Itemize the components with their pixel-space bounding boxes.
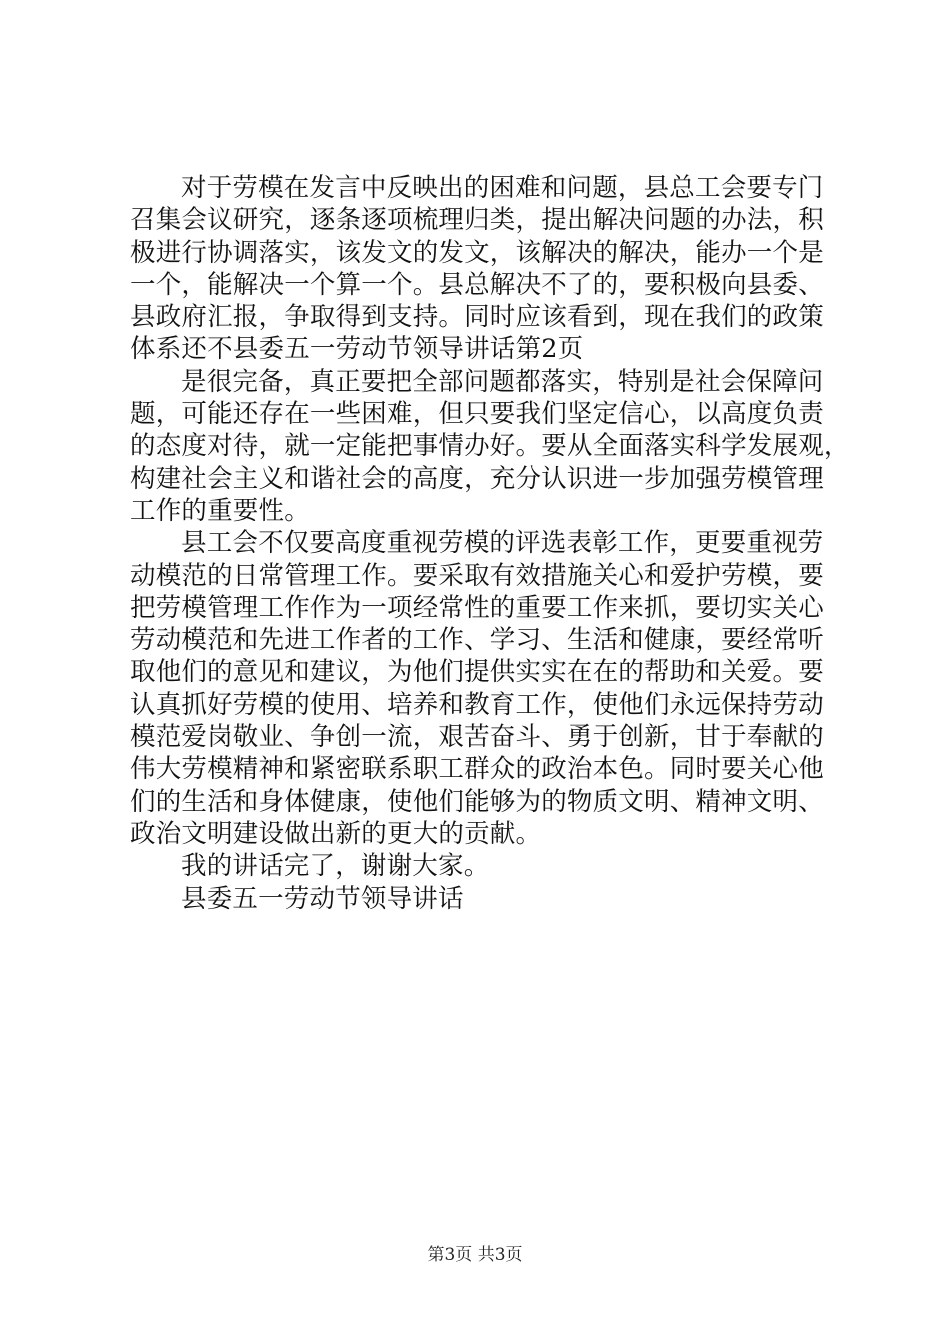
paragraph-line: 把劳模管理工作作为一项经常性的重要工作来抓，要切实关心 [130, 592, 824, 623]
paragraph-line: 构建社会主义和谐社会的高度，充分认识进一步加强劳模管理 [130, 463, 824, 494]
paragraph-line: 伟大劳模精神和紧密联系职工群众的政治本色。同时要关心他 [130, 754, 824, 785]
paragraph-line: 体系还不县委五一劳动节领导讲话第2页 [130, 334, 584, 365]
paragraph-line: 模范爱岗敬业、争创一流，艰苦奋斗、勇于创新，甘于奉献的 [130, 722, 824, 753]
paragraph-line: 的态度对待，就一定能把事情办好。要从全面落实科学发展观， [130, 431, 850, 462]
document-title-line: 县委五一劳动节领导讲话 [181, 883, 464, 914]
paragraph-line: 极进行协调落实，该发文的发文，该解决的解决，能办一个是 [130, 237, 824, 268]
paragraph-line: 动模范的日常管理工作。要采取有效措施关心和爱护劳模，要 [130, 560, 824, 591]
page-footer: 第3页 共3页 [427, 1245, 523, 1265]
paragraph-line: 们的生活和身体健康，使他们能够为的物质文明、精神文明、 [130, 786, 824, 817]
paragraph-line: 对于劳模在发言中反映出的困难和问题，县总工会要专门 [181, 173, 824, 203]
closing-line: 我的讲话完了，谢谢大家。 [181, 851, 490, 882]
paragraph-line: 取他们的意见和建议，为他们提供实实在在的帮助和关爱。要 [130, 657, 824, 688]
paragraph-line: 是很完备，真正要把全部问题都落实，特别是社会保障问 [181, 366, 824, 397]
paragraph-line: 一个，能解决一个算一个。县总解决不了的，要积极向县委、 [130, 269, 824, 300]
paragraph-line: 工作的重要性。 [130, 495, 310, 526]
paragraph-line: 劳动模范和先进工作者的工作、学习、生活和健康，要经常听 [130, 625, 824, 656]
paragraph-line: 县工会不仅要高度重视劳模的评选表彰工作，更要重视劳 [181, 528, 824, 559]
paragraph-line: 县政府汇报，争取得到支持。同时应该看到，现在我们的政策 [130, 302, 824, 333]
paragraph-line: 认真抓好劳模的使用、培养和教育工作，使他们永远保持劳动 [130, 689, 824, 720]
paragraph-line: 政治文明建设做出新的更大的贡献。 [130, 818, 542, 849]
paragraph-line: 召集会议研究，逐条逐项梳理归类，提出解决问题的办法，积 [130, 205, 824, 236]
document-body [130, 172, 850, 915]
paragraph-line: 题，可能还存在一些困难，但只要我们坚定信心，以高度负责 [130, 399, 824, 430]
